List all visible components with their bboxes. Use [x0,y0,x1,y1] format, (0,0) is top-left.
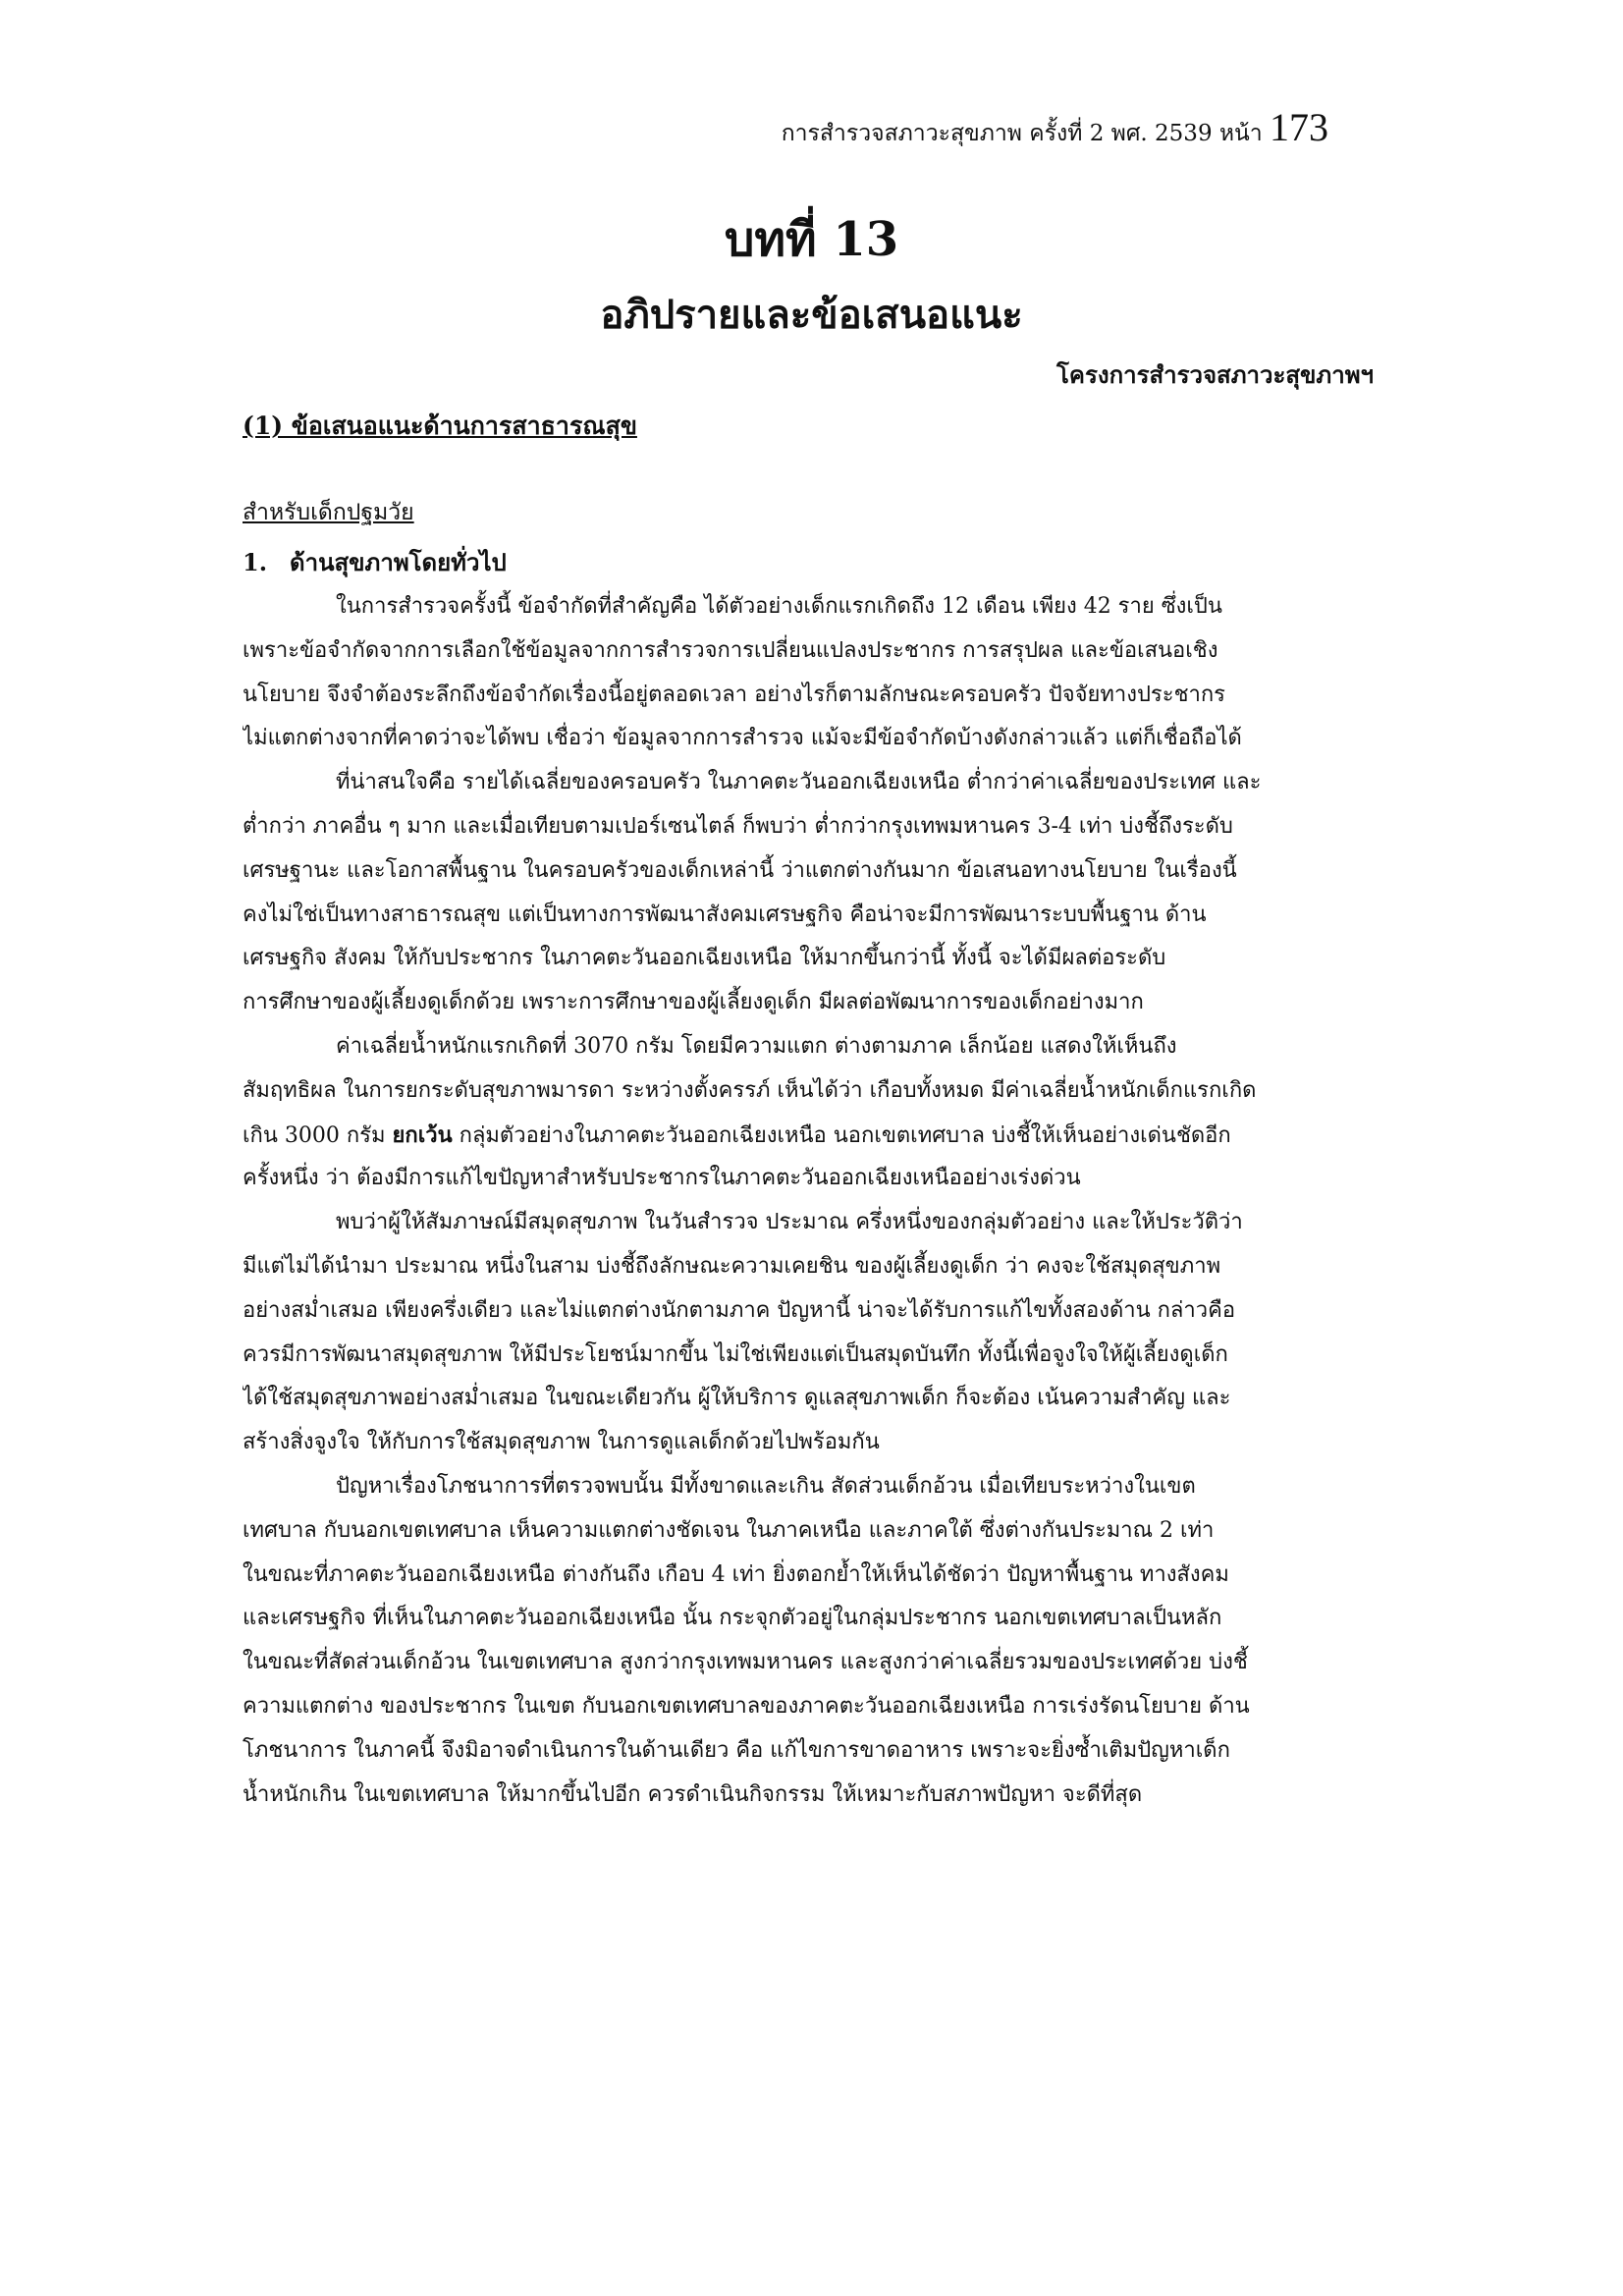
paragraph-line: สัมฤทธิผล ในการยกระดับสุขภาพมารดา ระหว่างตั้งครรภ์ เห็นได้ว่า เกือบทั้งหมด มีค่าเฉลี่ยน้ำหนักเด็กแรกเกิด [243,1077,1257,1103]
paragraph-line: ต่ำกว่า ภาคอื่น ๆ มาก และเมื่อเทียบตามเปอร์เซนไตล์ ก็พบว่า ต่ำกว่ากรุงเทพมหานคร 3-4 เท่า บ่งชี้ถึงระดับ [243,813,1233,839]
paragraph-line [243,1114,1367,1158]
paragraph-line: ในการสำรวจครั้งนี้ ข้อจำกัดที่สำคัญคือ ได้ตัวอย่างเด็กแรกเกิดถึง 12 เดือน เพียง 42 ราย ซึ่งเป็น [336,594,1222,619]
emphasis-text: ยกเว้น [392,1121,453,1148]
subsection-heading: สำหรับเด็กปฐมวัย [243,500,414,525]
paragraph-line: ความแตกต่าง ของประชากร ในเขต กับนอกเขตเทศบาลของภาคตะวันออกเฉียงเหนือ การเร่งรัดนโยบาย ด้าน [243,1693,1250,1719]
paragraph-line: การศึกษาของผู้เลี้ยงดูเด็กด้วย เพราะการศึกษาของผู้เลี้ยงดูเด็ก มีผลต่อพัฒนาการของเด็กอย่างมาก [243,990,1144,1015]
paragraph-line: ได้ใช้สมุดสุขภาพอย่างสม่ำเสมอ ในขณะเดียวกัน ผู้ให้บริการ ดูแลสุขภาพเด็ก ก็จะต้อง เน้นความสำคัญ และ [243,1386,1231,1411]
section-heading: (1) ข้อเสนอแนะด้านการสาธารณสุข [243,411,637,440]
paragraph-line: อย่างสม่ำเสมอ เพียงครึ่งเดียว และไม่แตกต่างนักตามภาค ปัญหานี้ น่าจะได้รับการแก้ไขทั้งสองด้าน กล่าวคือ [243,1297,1236,1323]
paragraph-line: เพราะข้อจำกัดจากการเลือกใช้ข้อมูลจากการสำรวจการเปลี่ยนแปลงประชากร การสรุปผล และข้อเสนอเชิง [243,637,1218,663]
paragraph-line: เศรษฐกิจ สังคม ให้กับประชากร ในภาคตะวันออกเฉียงเหนือ ให้มากขึ้นกว่านี้ ทั้งนี้ จะได้มีผลต่อระดับ [243,946,1166,971]
text-run: กลุ่มตัวอย่างในภาคตะวันออกเฉียงเหนือ นอกเขตเทศบาล บ่งชี้ให้เห็นอย่างเด่นชัดอีก [452,1122,1231,1148]
item-title: ด้านสุขภาพโดยทั่วไป [290,548,507,576]
paragraph-line: ในขณะที่ภาคตะวันออกเฉียงเหนือ ต่างกันถึง เกือบ 4 เท่า ยิ่งตอกย้ำให้เห็นได้ชัดว่า ปัญหาพื้นฐาน ทางสังคม [243,1561,1229,1587]
paragraph-line: ไม่แตกต่างจากที่คาดว่าจะได้พบ เชื่อว่า ข้อมูลจากการสำรวจ แม้จะมีข้อจำกัดบ้างดังกล่าวแล้ว แต่ก็เชื่อถือได้ [243,726,1242,751]
paragraph-line: โภชนาการ ในภาคนี้ จึงมิอาจดำเนินการในด้านเดียว คือ แก้ไขการขาดอาหาร เพราะจะยิ่งซ้ำเติมปัญหาเด็ก [243,1737,1230,1763]
running-header [782,104,1328,151]
paragraph-line: ควรมีการพัฒนาสมุดสุขภาพ ให้มีประโยชน์มากขึ้น ไม่ใช่เพียงแต่เป็นสมุดบันทึก ทั้งนี้เพื่อจูงใจให้ผู้เลี้ยงดูเด็ก [243,1341,1228,1367]
paragraph-line: ค่าเฉลี่ยน้ำหนักแรกเกิดที่ 3070 กรัม โดยมีความแตก ต่างตามภาค เล็กน้อย แสดงให้เห็นถึง [336,1033,1177,1059]
chapter-title: บทที่ 13 [724,212,899,267]
paragraph-line: เศรษฐานะ และโอกาสพื้นฐาน ในครอบครัวของเด็กเหล่านี้ ว่าแตกต่างกันมาก ข้อเสนอทางนโยบาย ในเรื่องนี้ [243,857,1237,883]
paragraph-line: เทศบาล กับนอกเขตเทศบาล เห็นความแตกต่างชัดเจน ในภาคเหนือ และภาคใต้ ซึ่งต่างกันประมาณ 2 เท่า [243,1517,1215,1543]
item-number: 1. [243,548,268,576]
paragraph-line: ในขณะที่สัดส่วนเด็กอ้วน ในเขตเทศบาล สูงกว่ากรุงเทพมหานคร และสูงกว่าค่าเฉลี่ยรวมของประเทศด้วย บ่งชี้ [243,1650,1248,1675]
page-number: 173 [1270,105,1328,149]
running-header-text: การสำรวจสภาวะสุขภาพ ครั้งที่ 2 พศ. 2539 หน้า [781,121,1263,146]
paragraph-line: สร้างสิ่งจูงใจ ให้กับการใช้สมุดสุขภาพ ในการดูแลเด็กด้วยไปพร้อมกัน [243,1430,880,1455]
paragraph-line: มีแต่ไม่ได้นำมา ประมาณ หนึ่งในสาม บ่งชี้ถึงลักษณะความเคยชิน ของผู้เลี้ยงดูเด็ก ว่า คงจะใช้สมุดสุขภาพ [243,1253,1221,1279]
paragraph-line: ครั้งหนึ่ง ว่า ต้องมีการแก้ไขปัญหาสำหรับประชากรในภาคตะวันออกเฉียงเหนืออย่างเร่งด่วน [243,1166,1081,1191]
paragraph-line: คงไม่ใช่เป็นทางสาธารณสุข แต่เป็นทางการพัฒนาสังคมเศรษฐกิจ คือน่าจะมีการพัฒนาระบบพื้นฐาน ด้าน [243,902,1207,927]
body-text [243,585,1367,1817]
text-run: เกิน 3000 กรัม [243,1122,393,1148]
paragraph-line: พบว่าผู้ให้สัมภาษณ์มีสมุดสุขภาพ ในวันสำรวจ ประมาณ ครึ่งหนึ่งของกลุ่มตัวอย่าง และให้ประวัติว่า [336,1210,1243,1235]
paragraph-line: นโยบาย จึงจำต้องระลึกถึงข้อจำกัดเรื่องนี้อยู่ตลอดเวลา อย่างไรก็ตามลักษณะครอบครัว ปัจจัยทางประชากร [243,682,1225,707]
item-heading [243,543,507,581]
paragraph-line: และเศรษฐกิจ ที่เห็นในภาคตะวันออกเฉียงเหนือ นั้น กระจุกตัวอยู่ในกลุ่มประชากร นอกเขตเทศบาลเป็นหลัก [243,1606,1222,1631]
paragraph-line: ปัญหาเรื่องโภชนาการที่ตรวจพบนั้น มีทั้งขาดและเกิน สัดส่วนเด็กอ้วน เมื่อเทียบระหว่างในเขต [336,1473,1196,1499]
paragraph-line: ที่น่าสนใจคือ รายได้เฉลี่ยของครอบครัว ในภาคตะวันออกเฉียงเหนือ ต่ำกว่าค่าเฉลี่ยของประเทศ และ [336,770,1262,795]
paragraph-line: น้ำหนักเกิน ในเขตเทศบาล ให้มากขึ้นไปอีก ควรดำเนินกิจกรรม ให้เหมาะกับสภาพปัญหา จะดีที่สุด [243,1781,1143,1807]
chapter-subtitle: อภิปรายและข้อเสนอแนะ [600,292,1023,338]
chapter-author: โครงการสำรวจสภาวะสุขภาพฯ [1056,360,1374,389]
